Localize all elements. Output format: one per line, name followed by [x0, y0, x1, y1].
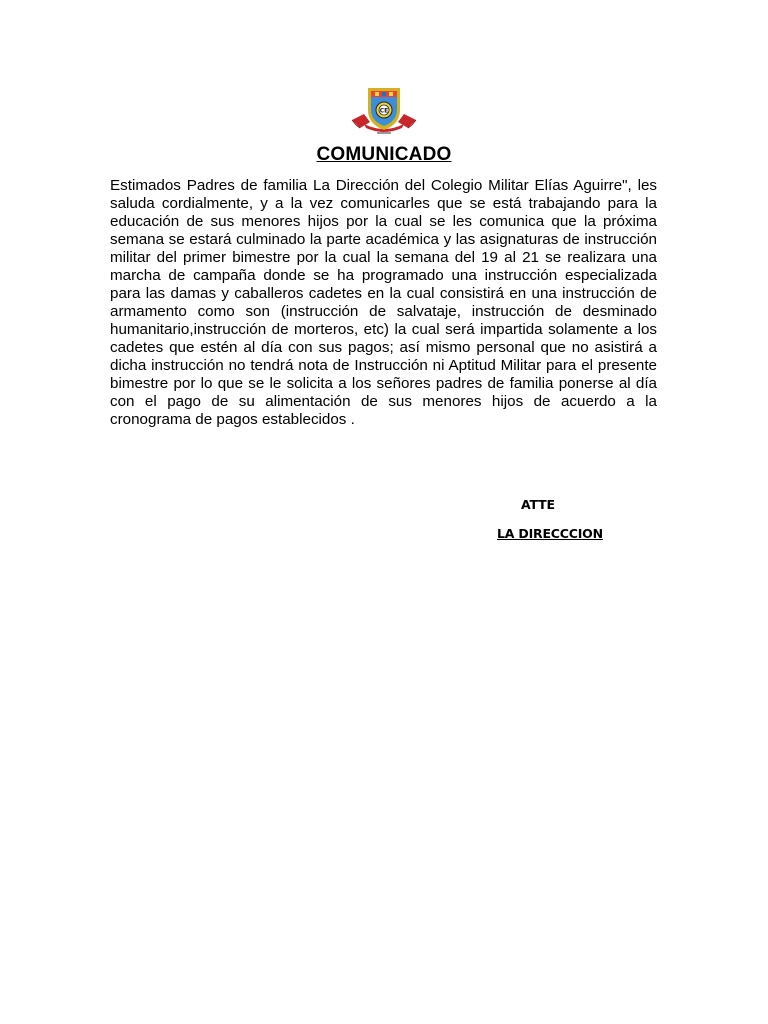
- signature-text: LA DIRECCCION: [497, 526, 603, 541]
- svg-text:CE: CE: [379, 107, 389, 115]
- school-crest-icon: [350, 84, 418, 136]
- document-title: COMUNICADO: [316, 144, 452, 165]
- closing-text: ATTE: [521, 497, 555, 512]
- document-body: Estimados Padres de familia La Dirección del Colegio Militar Elías Aguirre", les saluda cordialmente, y a la vez comunicarles que se está trabajando para la educación de sus menores hijos por la cual se les comunica que la próxima semana se estará culminado la parte académica y las asignaturas de instrucción militar del primer bimestre por la cual la semana del 19 al 21 se realizara una marcha de campaña donde se ha programado una instrucción especializada para las damas y caballeros cadetes en la cual consistirá en una instrucción de armamento como son (instrucción de salvataje, instrucción de desminado humanitario,instrucción de morteros, etc) la cual será impartida solamente a los cadetes que estén al día con sus pagos; así mismo personal que no asistirá a dicha instrucción no tendrá nota de Instrucción ni Aptitud Militar para el presente bimestre por lo que se le solicita a los señores padres de familia ponerse al día con el pago de su alimentación de sus menores hijos de acuerdo a la cronograma de pagos establecidos .: [110, 177, 657, 428]
